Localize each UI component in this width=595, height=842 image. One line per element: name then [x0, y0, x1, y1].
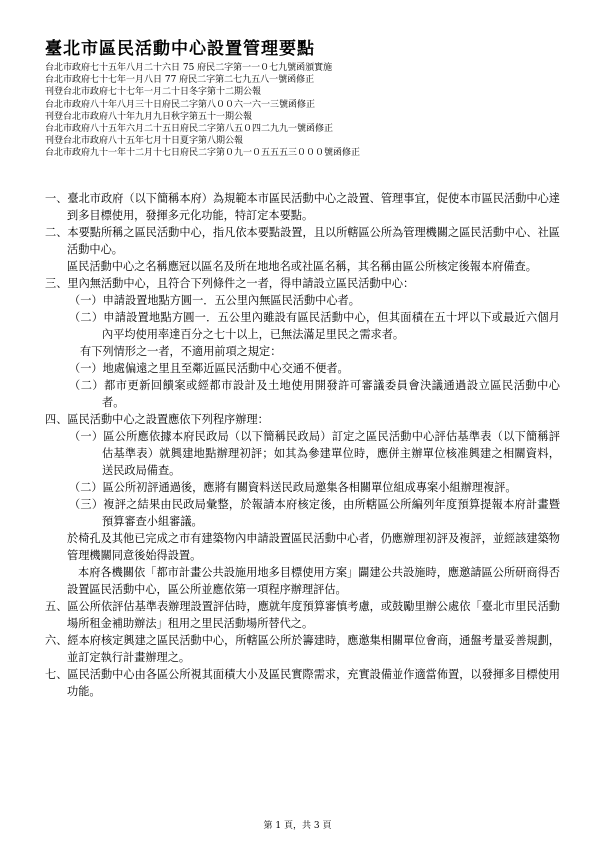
article-4-item-2: （二）區公所初評通過後，應將有關資料送民政局邀集各相關單位組成專案小組辦理複評。 — [69, 481, 517, 494]
article-4-item-3: （三）複評之結果由民政局彙整，於報請本府核定後，由所轄區公所編列年度預算提報本府計畫暨預算審查小組審議。 — [69, 498, 560, 528]
article-3: 三、里內無活動中心，且符合下列條件之一者，得申請設立區民活動中心： — [45, 277, 415, 290]
history-line: 台北市政府七十五年八月二十六日 75 府民二字第一一０七九號函頒實施 — [45, 63, 333, 73]
amendment-history — [45, 62, 565, 160]
history-line: 刊登台北市政府八十年九月九日秋字第五十一期公報 — [45, 111, 253, 122]
article-4: 四、區民活動中心之設置應依下列程序辦理： — [45, 413, 269, 426]
article-3-item-1: （一）申請設置地點方圓一．五公里內無區民活動中心者。 — [69, 294, 360, 307]
article-4-paragraph-2: 於椅孔及其他已完成之市有建築物內申請設置區民活動中心者，仍應辦理初評及複評，並經該建築物管理機關同意後始得設置。 — [67, 532, 560, 562]
article-3-exception-item-1: （一）地處偏遠之里且至鄰近區民活動中心交通不便者。 — [69, 362, 349, 375]
history-line: 台北市政府八十五年六月二十五日府民二字第八五０四二九九一號函修正 — [45, 124, 334, 135]
article-3-exception-item-2: （二）都市更新回饋案或經都市設計及土地使用開發許可審議委員會決議通過設立區民活動中心者。 — [69, 379, 560, 409]
page-number: 第 1 頁，共 3 頁 — [263, 821, 332, 831]
article-5: 五、區公所依評估基準表辦理設置評估時，應就年度預算審慎考慮，或鼓勵里辦公處依「臺北市里民活動場所租金補助辦法」租用之里民活動場所替代之。 — [45, 600, 560, 630]
article-4-item-1: （一）區公所應依據本府民政局（以下簡稱民政局）訂定之區民活動中心評估基準表（以下簡稱評估基準表）就興建地點辦理初評；如其為參建單位時，應併主辦單位核准興建之相關資料，送民政局備查。 — [69, 430, 560, 477]
article-3-exception: 有下列情形之一者，不適用前項之規定： — [80, 345, 282, 358]
article-2: 二、本要點所稱之區民活動中心，指凡依本要點設置，且以所轄區公所為管理機關之區民活動中心、社區活動中心。 — [45, 226, 560, 256]
article-4-paragraph-3: 本府各機關依「都市計畫公共設施用地多目標使用方案」闢建公共設施時，應邀請區公所研商得否設置區民活動中心，區公所並應依第一項程序辦理評估。 — [67, 566, 560, 596]
article-3-item-2: （二）申請設置地點方圓一．五公里內雖設有區民活動中心，但其面積在五十坪以下或最近六個月內平均使用率達百分之七十以上，已無法滿足里民之需求者。 — [69, 311, 560, 341]
article-6: 六、經本府核定興建之區民活動中心，所轄區公所於籌建時，應邀集相關單位會商，通盤考量妥善規劃，並訂定執行計畫辦理之。 — [45, 634, 560, 664]
history-line: 台北市政府八十年八月三十日府民二字第八００六一六一三號函修正 — [45, 99, 316, 110]
article-1: 一、臺北市政府（以下簡稱本府）為規範本市區民活動中心之設置、管理事宜，促使本市區民活動中心達到多目標使用，發揮多元化功能，特訂定本要點。 — [45, 192, 560, 222]
document-body — [45, 190, 560, 700]
history-line: 台北市政府九十一年十二月十七日府民二字第０九一０五五五三０００號函修正 — [45, 148, 361, 159]
history-line: 刊登台北市政府八十五年七月十日夏字第八期公報 — [45, 136, 244, 147]
history-line: 台北市政府七十七年一月八日 77 府民二字第二七九五八一號函修正 — [45, 75, 315, 86]
history-line: 刊登台北市政府七十七年一月二十日冬字第十二期公報 — [45, 87, 262, 98]
article-2-paragraph: 區民活動中心之名稱應冠以區名及所在地地名或社區名稱，其名稱由區公所核定後報本府備查。 — [67, 260, 537, 273]
article-7: 七、區民活動中心由各區公所視其面積大小及區民實際需求，充實設備並作適當佈置，以發揮多目標使用功能。 — [45, 668, 560, 698]
document-title: 臺北市區民活動中心設置管理要點 — [45, 39, 315, 59]
